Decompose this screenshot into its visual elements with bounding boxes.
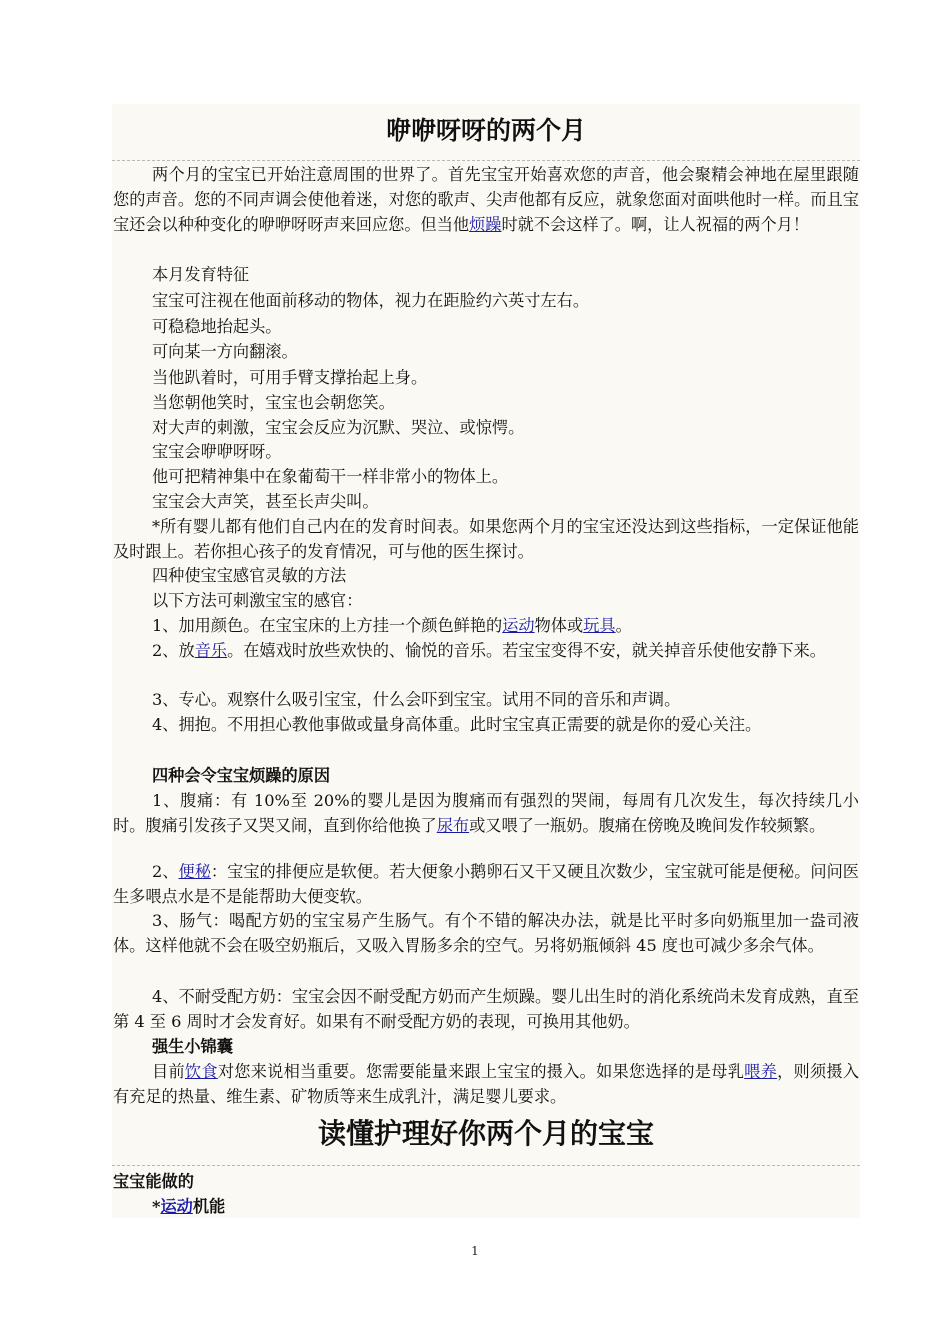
sense-item-3: 3、专心。观察什么吸引宝宝，什么会吓到宝宝。试用不同的音乐和声调。 (152, 690, 681, 709)
title-divider (112, 160, 860, 161)
fussy-item-2: 2、便秘：宝宝的排便应是软便。若大便象小鹅卵石又干又硬且次数少，宝宝就可能是便秘。问问医生多喂点水是不是能帮助大便变软。 (113, 862, 859, 906)
can-do-heading: 宝宝能做的 (113, 1172, 194, 1191)
dev-item: 对大声的刺激，宝宝会反应为沉默、哭泣、或惊愕。 (152, 418, 525, 437)
dev-item: 宝宝会大声笑，甚至长声尖叫。 (152, 492, 379, 511)
fussy-item-4: 4、不耐受配方奶：宝宝会因不耐受配方奶而产生烦躁。婴儿出生时的消化系统尚未发育成熟，直至第 4 至 6 周时才会发育好。如果有不耐受配方奶的表现，可换用其他奶。 (113, 987, 859, 1031)
link-music[interactable]: 音乐 (194, 641, 228, 660)
page-title: 咿咿呀呀的两个月 (385, 116, 586, 145)
link-motion[interactable]: 运动 (502, 616, 535, 635)
link-fussy[interactable]: 烦躁 (469, 214, 502, 234)
sense-item-2: 2、放音乐。在嬉戏时放些欢快的、愉悦的音乐。若宝宝变得不安，就关掉音乐使他安静下来。 (152, 641, 826, 660)
link-diet[interactable]: 饮食 (184, 1062, 218, 1081)
link-toys[interactable]: 玩具 (583, 616, 616, 635)
link-feeding[interactable]: 喂养 (744, 1062, 778, 1081)
dev-item: 宝宝可注视在他面前移动的物体，视力在距脸约六英寸左右。 (152, 291, 590, 310)
tips-paragraph: 目前饮食对您来说相当重要。您需要能量来跟上宝宝的摄入。如果您选择的是母乳喂养，则须摄入有充足的热量、维生素、矿物质等来生成乳汁，满足婴儿要求。 (113, 1062, 860, 1106)
sense-item-1: 1、加用颜色。在宝宝床的上方挂一个颜色鲜艳的运动物体或玩具。 (152, 616, 632, 635)
section-title: 读懂护理好你两个月的宝宝 (317, 1117, 654, 1150)
dev-item: 他可把精神集中在象葡萄干一样非常小的物体上。 (152, 467, 509, 486)
link-constipation[interactable]: 便秘 (178, 862, 211, 881)
dev-item: 当他趴着时，可用手臂支撑抬起上身。 (152, 368, 428, 387)
fussy-item-1: 1、腹痛：有 10%至 20%的婴儿是因为腹痛而有强烈的哭闹，每周有几次发生，每次持续几小时。腹痛引发孩子又哭又闹，直到你给他换了尿布或又喂了一瓶奶。腹痛在傍晚及晚间发作较频繁。 (113, 791, 859, 835)
section-title-divider (112, 1165, 860, 1166)
link-motor[interactable]: 运动 (160, 1197, 193, 1216)
intro-paragraph: 两个月的宝宝已开始注意周围的世界了。首先宝宝开始喜欢您的声音，他会聚精会神地在屋里跟随您的声音。您的不同声调会使他着迷，对您的歌声、尖声他都有反应，就象您面对面哄他时一样。而且宝宝还会以种种变化的咿咿呀呀声来回应您。但当他烦躁时就不会这样了。啊，让人祝福的两个月！ (113, 165, 859, 234)
dev-note: *所有婴儿都有他们自己内在的发育时间表。如果您两个月的宝宝还没达到这些指标，一定保证他能及时跟上。若你担心孩子的发育情况，可与他的医生探讨。 (113, 517, 859, 561)
motor-skills-heading: *运动机能 (152, 1197, 226, 1216)
dev-item: 当您朝他笑时，宝宝也会朝您笑。 (152, 393, 395, 412)
dev-item: 可稳稳地抬起头。 (152, 317, 282, 336)
section-heading-tips: 强生小锦囊 (152, 1037, 233, 1056)
senses-intro: 以下方法可刺激宝宝的感官： (152, 591, 363, 610)
section-heading-fussy: 四种会令宝宝烦躁的原因 (152, 766, 331, 785)
fussy-item-3: 3、肠气：喝配方奶的宝宝易产生肠气。有个不错的解决办法，就是比平时多向奶瓶里加一盎司液体。这样他就不会在吸空奶瓶后，又吸入胃肠多余的空气。另将奶瓶倾斜 45 度也可减少多余气体。 (113, 911, 859, 955)
section-heading-senses: 四种使宝宝感官灵敏的方法 (152, 566, 347, 585)
dev-item: 可向某一方向翻滚。 (152, 342, 298, 361)
dev-item: 宝宝会咿咿呀呀。 (152, 442, 282, 461)
link-diaper[interactable]: 尿布 (436, 815, 470, 835)
page-number: 1 (471, 1244, 479, 1258)
section-heading-development: 本月发育特征 (152, 265, 250, 284)
sense-item-4: 4、拥抱。不用担心教他事做或量身高体重。此时宝宝真正需要的就是你的爱心关注。 (152, 715, 762, 734)
